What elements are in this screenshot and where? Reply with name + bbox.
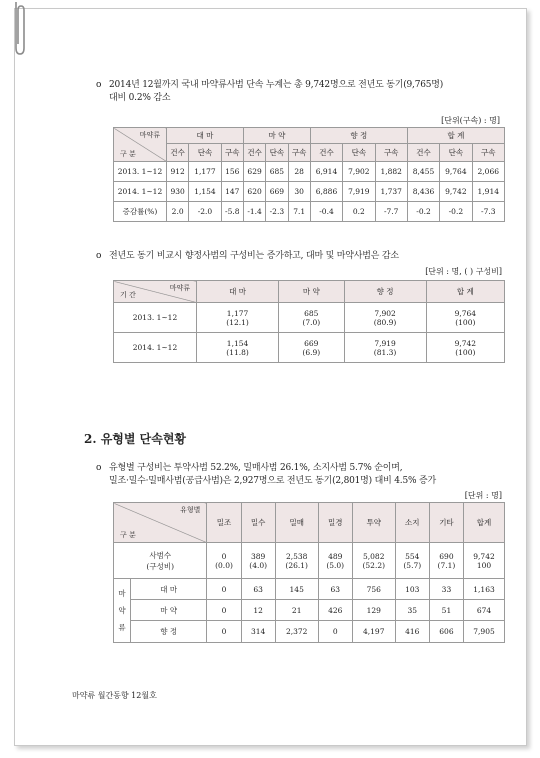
table-row <box>114 579 505 600</box>
table-cell: 912 <box>167 162 189 182</box>
table1-group-header: 합 계 <box>407 128 504 144</box>
table-cell: 6,914 <box>310 162 342 182</box>
composition-table <box>113 280 505 363</box>
table-cell: 63 <box>318 579 352 600</box>
table2-unit: [단위 : 명, ( ) 구성비] <box>425 267 502 276</box>
table-cell: 1,154 <box>189 182 221 202</box>
table1-subheader: 건수 <box>310 144 342 162</box>
table-cell: 4,197 <box>352 621 395 643</box>
bullet-mark: o <box>96 80 102 90</box>
table2-header: 합 계 <box>426 281 504 303</box>
table-cell: 629 <box>243 162 265 182</box>
table3-header: 합계 <box>464 503 505 543</box>
table-cell: 930 <box>167 182 189 202</box>
drug-offender-table <box>113 127 505 222</box>
table-cell: 426 <box>318 600 352 621</box>
table-cell: 2.0 <box>167 202 189 222</box>
table1-subheader: 건수 <box>407 144 439 162</box>
table-cell: 8,455 <box>407 162 439 182</box>
bullet-text-line: 유형별 구성비는 투약사범 52.2%, 밀매사범 26.1%, 소지사범 5.7% 순이며, <box>109 463 403 473</box>
table3-header: 기타 <box>429 503 463 543</box>
bullet-text-line: 2014년 12월까지 국내 마약류사범 단속 누계는 총 9,742명으로 전년도 동기(9,765명) <box>109 80 444 90</box>
table3-corner-cell: 유형별 구 분 <box>114 503 207 543</box>
table3-header: 밀조 <box>207 503 241 543</box>
table1-subheader: 구속 <box>472 144 504 162</box>
row-label: 2014. 1~12 <box>114 333 197 363</box>
table-cell: -2.3 <box>266 202 288 222</box>
bullet-text-line: 전년도 동기 비교시 향정사범의 구성비는 증가하고, 대마 및 마약사범은 감소 <box>109 251 399 261</box>
table-cell: 35 <box>395 600 429 621</box>
table-cell: 5,082 (52.2) <box>352 543 395 579</box>
table1-group-header: 대 마 <box>167 128 244 144</box>
table-cell: 1,177 (12.1) <box>197 303 279 333</box>
table-cell: -5.8 <box>221 202 243 222</box>
table-cell: 9,764 (100) <box>426 303 504 333</box>
table3-header: 밀경 <box>318 503 352 543</box>
table-cell: -0.2 <box>440 202 472 222</box>
bullet-type-summary: o 유형별 구성비는 투약사범 52.2%, 밀매사범 26.1%, 소지사범 5.7% 순이며, 밀조·밀수·밀매사범(공급사범)은 2,927명으로 전년도 동기(2,801명) 대비 4.5% 증가 <box>96 463 436 486</box>
table-cell: 620 <box>243 182 265 202</box>
table-cell: 129 <box>352 600 395 621</box>
table-row <box>114 162 505 182</box>
table-cell: 416 <box>395 621 429 643</box>
table-cell: 63 <box>241 579 275 600</box>
table-cell: 314 <box>241 621 275 643</box>
table-cell: 0 <box>207 600 241 621</box>
row-label: 2014. 1~12 <box>114 182 167 202</box>
table-cell: 9,742 <box>440 182 472 202</box>
table-cell: -7.3 <box>472 202 504 222</box>
table-row <box>114 543 505 579</box>
table-row <box>114 182 505 202</box>
table-cell: 554 (5.7) <box>395 543 429 579</box>
table-cell: 1,914 <box>472 182 504 202</box>
table1-subheader: 건수 <box>243 144 265 162</box>
table2-header: 대 마 <box>197 281 279 303</box>
table-cell: 9,742 (100) <box>426 333 504 363</box>
table-cell: 756 <box>352 579 395 600</box>
table-cell: 669 <box>266 182 288 202</box>
bullet-total-summary <box>96 79 496 105</box>
table3-header: 소지 <box>395 503 429 543</box>
table-cell: 156 <box>221 162 243 182</box>
section-title: 2. 유형별 단속현황 <box>84 432 187 446</box>
table3-header: 투약 <box>352 503 395 543</box>
table-cell: -0.2 <box>407 202 439 222</box>
table-cell: 7,902 (80.9) <box>344 303 426 333</box>
table1-subheader: 구속 <box>375 144 407 162</box>
table-cell: -2.0 <box>189 202 221 222</box>
table-cell: 685 (7.0) <box>279 303 344 333</box>
table-cell: 9,764 <box>440 162 472 182</box>
table2-header: 향 정 <box>344 281 426 303</box>
table-cell: 7,919 <box>343 182 375 202</box>
table-cell: 103 <box>395 579 429 600</box>
bullet-composition-comparison: o 전년도 동기 비교시 향정사범의 구성비는 증가하고, 대마 및 마약사범은 감소 <box>96 251 399 261</box>
table-row <box>114 333 505 363</box>
table-cell: -7.7 <box>375 202 407 222</box>
table-cell: 2,372 <box>275 621 318 643</box>
table-cell: 690 (7.1) <box>429 543 463 579</box>
table-cell: 1,177 <box>189 162 221 182</box>
table-row <box>114 202 505 222</box>
table1-unit: [단위(구속) : 명] <box>441 116 500 125</box>
paper-clip-icon <box>10 0 28 58</box>
bullet-text-line: 대비 0.2% 감소 <box>109 93 171 103</box>
table2-corner-cell: 마약류 기 간 <box>114 281 197 303</box>
table1-corner-cell: 마약류 구 분 <box>114 128 167 162</box>
table-cell: 9,742 100 <box>464 543 505 579</box>
table-cell: 389 (4.0) <box>241 543 275 579</box>
table-cell: 12 <box>241 600 275 621</box>
table-row <box>114 621 505 643</box>
table-cell: 674 <box>464 600 505 621</box>
table-cell: 7,905 <box>464 621 505 643</box>
table-cell: 0 <box>318 621 352 643</box>
row-label: 2013. 1~12 <box>114 303 197 333</box>
table-cell: 8,436 <box>407 182 439 202</box>
row-label: 향 정 <box>131 621 207 643</box>
bullet-text-line: 밀조·밀수·밀매사범(공급사범)은 2,927명으로 전년도 동기(2,801명) 대비 4.5% 증가 <box>109 476 436 486</box>
table-cell: 0 <box>207 579 241 600</box>
table-cell: 1,737 <box>375 182 407 202</box>
table3-header: 밀매 <box>275 503 318 543</box>
row-label: 사범수 (구성비) <box>114 543 207 579</box>
row-label: 증감률(%) <box>114 202 167 222</box>
table3-unit: [단위 : 명] <box>464 491 502 500</box>
table-cell: 2,066 <box>472 162 504 182</box>
table-cell: 30 <box>288 182 310 202</box>
table-row <box>114 303 505 333</box>
table1-group-header: 향 정 <box>310 128 407 144</box>
table3-header: 밀수 <box>241 503 275 543</box>
table-cell: 1,163 <box>464 579 505 600</box>
table-cell: 0 <box>207 621 241 643</box>
table-cell: 1,882 <box>375 162 407 182</box>
table-cell: 606 <box>429 621 463 643</box>
row-label: 2013. 1~12 <box>114 162 167 182</box>
table-cell: 51 <box>429 600 463 621</box>
table-cell: 6,886 <box>310 182 342 202</box>
table-cell: 669 (6.9) <box>279 333 344 363</box>
offense-type-table <box>113 502 505 643</box>
table-cell: 7,919 (81.3) <box>344 333 426 363</box>
drug-group-label: 마 약 류 <box>114 579 131 643</box>
table1-group-header: 마 약 <box>243 128 310 144</box>
table1-subheader: 단속 <box>266 144 288 162</box>
table-cell: 2,538 (26.1) <box>275 543 318 579</box>
table1-subheader: 단속 <box>440 144 472 162</box>
table-cell: -0.4 <box>310 202 342 222</box>
table1-subheader: 구속 <box>221 144 243 162</box>
table-row <box>114 600 505 621</box>
table-cell: 33 <box>429 579 463 600</box>
table-cell: 21 <box>275 600 318 621</box>
table2-header: 마 약 <box>279 281 344 303</box>
table-cell: 0 (0.0) <box>207 543 241 579</box>
page-footer: 마약류 월간동향 12월호 <box>72 691 157 700</box>
table-cell: 0.2 <box>343 202 375 222</box>
table1-subheader: 구속 <box>288 144 310 162</box>
table1-subheader: 단속 <box>189 144 221 162</box>
table-cell: 28 <box>288 162 310 182</box>
table-cell: 7,902 <box>343 162 375 182</box>
table-cell: 489 (5.0) <box>318 543 352 579</box>
table-cell: 145 <box>275 579 318 600</box>
table1-subheader: 단속 <box>343 144 375 162</box>
table-cell: 1,154 (11.8) <box>197 333 279 363</box>
table-cell: -1.4 <box>243 202 265 222</box>
table-cell: 147 <box>221 182 243 202</box>
table-cell: 7.1 <box>288 202 310 222</box>
row-label: 대 마 <box>131 579 207 600</box>
table-cell: 685 <box>266 162 288 182</box>
table1-subheader: 건수 <box>167 144 189 162</box>
row-label: 마 약 <box>131 600 207 621</box>
